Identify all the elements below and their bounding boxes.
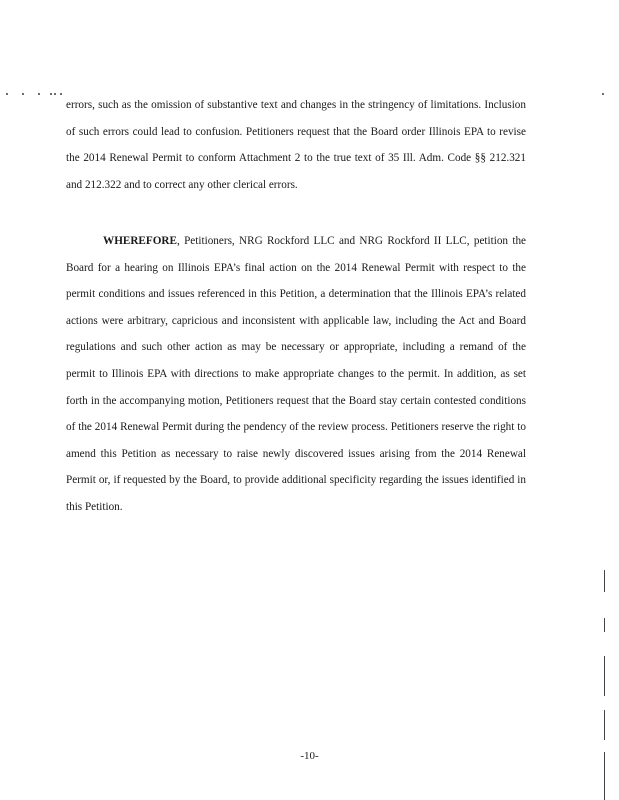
paragraph-wherefore [66, 228, 526, 521]
scan-dot [602, 93, 604, 95]
scan-dot [60, 93, 62, 95]
paragraph-errors: errors, such as the omission of substantive text and changes in the stringency of limitations. Inclusion of such errors could lead to confusion. Petitioners request that the Board order Illinois EPA to revise the 2014 Renewal Permit to conform Attachment 2 to the true text of 35 Ill. Adm. Code §§ 212.321 and 212.322 and to correct any other clerical errors. [66, 99, 526, 191]
scan-artifact-margin-marks [604, 570, 608, 800]
scan-mark [604, 656, 605, 696]
scan-dot [50, 93, 52, 95]
page-number: -10- [300, 750, 319, 762]
wherefore-lead: WHEREFORE [103, 235, 177, 247]
scan-dot [38, 93, 40, 95]
scan-mark [604, 710, 605, 740]
scan-mark [604, 618, 605, 632]
scan-dot [22, 93, 24, 95]
wherefore-body: , Petitioners, NRG Rockford LLC and NRG Rockford II LLC, petition the Board for a hearing on Illinois EPA’s final action on the 2014 Renewal Permit with respect to the permit conditions and issues referenced in this Petition, a determination that the Illinois EPA’s related actions were arbitrary, capricious and inconsistent with applicable law, including the Act and Board regulations and such other action as may be necessary or appropriate, including a remand of the permit to Illinois EPA with directions to make appropriate changes to the permit. In addition, as set forth in the accompanying motion, Petitioners request that the Board stay certain contested conditions of the 2014 Renewal Permit during the pendency of the review process. Petitioners reserve the right to amend this Petition as necessary to raise newly discovered issues arising from the 2014 Renewal Permit or, if requested by the Board, to provide additional specificity regarding the issues identified in this Petition. [66, 235, 526, 513]
scan-dot [6, 93, 8, 95]
scan-dot [54, 93, 56, 95]
scan-mark [604, 570, 605, 592]
